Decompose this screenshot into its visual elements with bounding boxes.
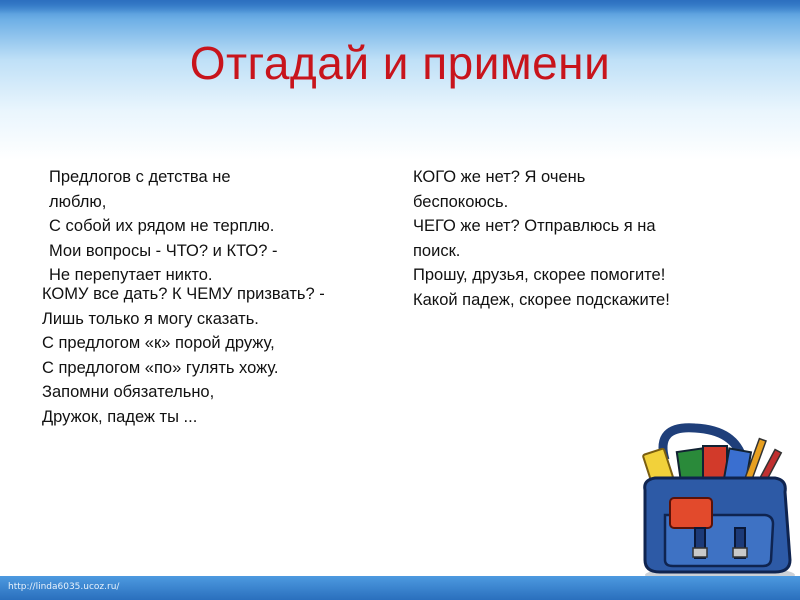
riddle-line: беспокоюсь.: [413, 192, 509, 211]
riddle-line: Не перепутает никто.: [49, 266, 213, 284]
slide-title: Отгадай и примени: [189, 37, 611, 89]
riddle-line: ЧЕГО же нет? Отправлюсь я на: [413, 217, 656, 235]
riddle-line: Дружок, падеж ты ...: [42, 407, 198, 426]
footer-band: [0, 576, 800, 600]
riddle-line: Мои вопросы - ЧТО? и КТО? -: [49, 241, 278, 260]
riddle-block-dative: [42, 282, 325, 429]
riddle-block-nominative: [49, 165, 278, 288]
riddle-line: Запомни обязательно,: [42, 383, 215, 401]
riddle-line: люблю,: [49, 192, 107, 211]
riddle-line: КОГО же нет? Я очень: [413, 168, 586, 186]
riddle-line: Прошу, друзья, скорее помогите!: [413, 266, 666, 284]
riddle-line: поиск.: [413, 241, 461, 260]
riddle-line: С предлогом «к» порой дружу,: [42, 334, 275, 352]
riddle-line: Какой падеж, скорее подскажите!: [413, 290, 670, 309]
riddle-line: Лишь только я могу сказать.: [42, 309, 259, 328]
riddle-line: КОМУ все дать? К ЧЕМУ призвать? -: [42, 285, 325, 303]
riddle-line: С собой их рядом не терплю.: [49, 217, 275, 235]
riddle-block-genitive: [413, 165, 670, 312]
school-backpack-icon: [625, 420, 800, 585]
riddle-line: С предлогом «по» гулять хожу.: [42, 358, 279, 377]
riddle-line: Предлогов с детства не: [49, 168, 231, 186]
footer-url: http://linda6035.ucoz.ru/: [8, 582, 120, 592]
